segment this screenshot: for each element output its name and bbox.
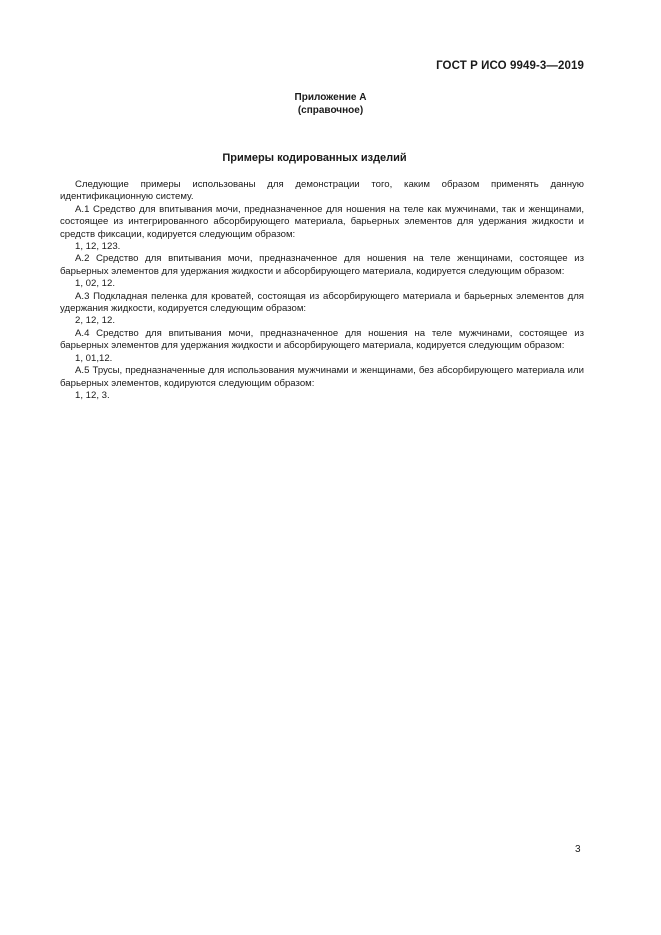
example-a5-code: 1, 12, 3.	[75, 389, 110, 401]
appendix-title: Приложение А	[294, 92, 367, 103]
example-a5-text: А.5 Трусы, предназначенные для использования мужчинами и женщинами, без абсорбирующего материала или барьерных элементов, кодируются следующим образом:	[60, 365, 584, 389]
document-code: ГОСТ Р ИСО 9949-3—2019	[436, 60, 584, 72]
section-title: Примеры кодированных изделий	[222, 152, 407, 164]
example-a2-code: 1, 02, 12.	[75, 278, 116, 290]
example-a1-text: А.1 Средство для впитывания мочи, предназначенное для ношения на теле как мужчинами, так и женщинами, состоящее из интегрированного абсорбирующего материала, барьерных элементов для удержания жидкости и средств фиксации, кодируется следующим образом:	[60, 203, 584, 240]
example-a3-code: 2, 12, 12.	[75, 315, 116, 327]
example-a2-text: А.2 Средство для впитывания мочи, предназначенное для ношения на теле женщинами, состоящее из барьерных элементов для удержания жидкости и абсорбирующего материала, кодируется следующим образом:	[60, 253, 584, 277]
example-a1-code: 1, 12, 123.	[75, 241, 121, 253]
example-a3-text: А.3 Подкладная пеленка для кроватей, состоящая из абсорбирующего материала и барьерных элементов для удержания жидкости, кодируется следующим образом:	[60, 290, 584, 315]
appendix-heading	[0, 92, 661, 117]
page-number: 3	[575, 844, 581, 855]
example-a4-code: 1, 01,12.	[75, 352, 113, 364]
intro-paragraph: Следующие примеры использованы для демонстрации того, каким образом применять данную идентификационную систему.	[60, 179, 584, 203]
appendix-subtitle: (справочное)	[297, 104, 364, 116]
example-a4-text: А.4 Средство для впитывания мочи, предназначенное для ношения на теле мужчинами, состоящее из барьерных элементов для удержания жидкости и абсорбирующего материала, кодируется следующим образом:	[60, 327, 584, 352]
document-body	[60, 179, 584, 402]
